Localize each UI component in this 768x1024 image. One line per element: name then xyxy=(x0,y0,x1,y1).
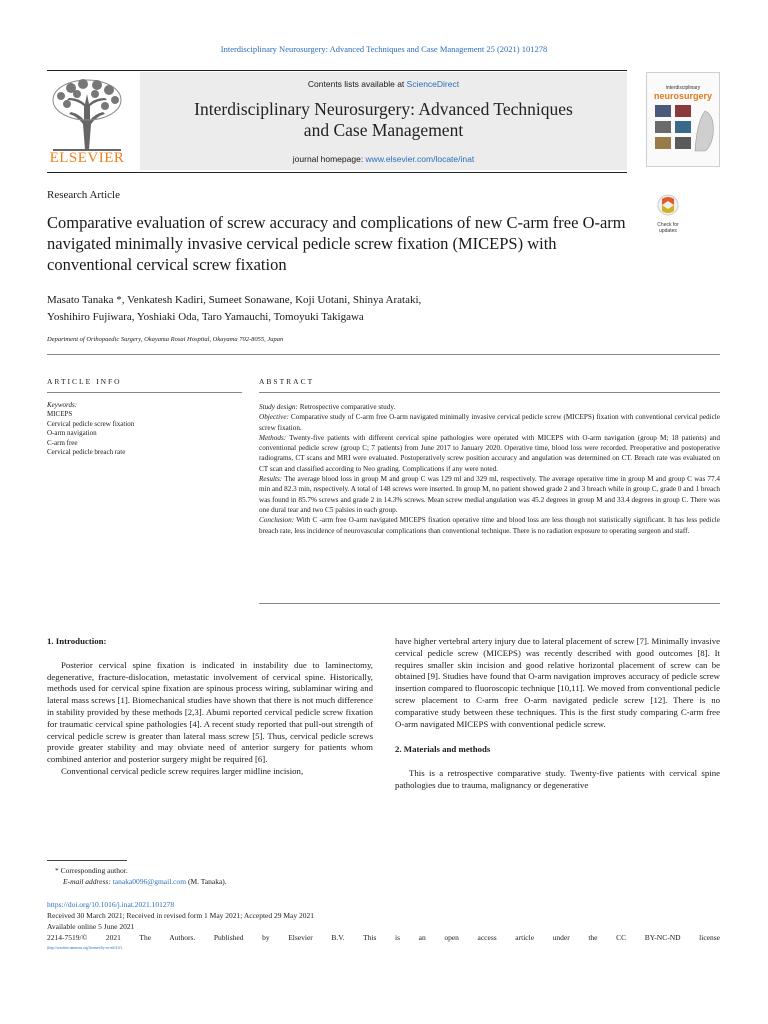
keyword-item: Cervical pedicle screw fixation xyxy=(47,419,135,428)
left-column xyxy=(47,636,373,778)
footnotes xyxy=(47,865,720,887)
license-statement: 2214-7519/© 2021 The Authors. Published by Elsevier B.V. This is an open access article under the CC BY-NC-ND license xyxy=(47,933,720,942)
intro-paragraph-2: Conventional cervical pedicle screw requires larger midline incision, xyxy=(61,765,304,776)
article-history xyxy=(47,899,720,954)
article-info-rule xyxy=(47,392,242,393)
keyword-item: MICEPS xyxy=(47,410,73,419)
cover-journal-line1: interdisciplinary xyxy=(665,85,701,91)
abstract-methods: Methods: Twenty-five patients with different cervical spine pathologies were operated with MICEPS with O-arm navigation (group M; 18 patients) and conventional pedicle screw (group C; 7 patients) from June 2017 to January 2020. Operative time, blood loss were recorded. Preoperative and postoperative radiograms, CT scans and MRI were evaluated. Postoperatively screw position accuracy and angulation was determined on CT. Breach rate was evaluated on CT scan and classified according to Neo grading. Complications if any were noted. xyxy=(259,433,720,473)
intro-paragraph-3: have higher vertebral artery injury due to lateral placement of screw [7]. Minimally invasive cervical pedicle screw (MICEPS) was recently described with good outcomes [8]. It requires smaller skin incision and good relative horizontal placement of screw can be obtained [9]. Studies have found that O-arm navigation improves accuracy of pedicle screw insertion compared to fluoroscopic technique [10,11]. We moved from conventional pedicle screw placement to C-arm free O-arm navigated pedicle screw [12]. There is no comparative study between these techniques. This is the first study comparing C-arm free O-arm navigated MICEPS with conventional pedicle screw. xyxy=(395,636,720,729)
right-column xyxy=(395,636,720,792)
methods-paragraph-1: This is a retrospective comparative study. Twenty-five patients with cervical spine pathologies due to trauma, malignancy or degenerative xyxy=(395,768,720,790)
sciencedirect-link[interactable]: ScienceDirect xyxy=(406,79,460,89)
contents-prefix: Contents lists available at xyxy=(307,79,407,89)
article-info-heading: ARTICLE INFO xyxy=(47,377,122,386)
footnote-rule xyxy=(47,860,127,861)
abstract-objective: Objective: Comparative study of C-arm free O-arm navigated minimally invasive cervical pedicle screw (MICEPS) fixation with conventional cervical pedicle screw fixation. xyxy=(259,413,720,432)
contents-line xyxy=(140,79,627,89)
homepage-link[interactable]: www.elsevier.com/locate/inat xyxy=(365,154,475,164)
article-title: Comparative evaluation of screw accuracy and complications of new C-arm free O-arm navigated minimally invasive cervical pedicle screw fixation (MICEPS) with conventional cervical screw fixation xyxy=(47,213,626,274)
abstract-results: Results: The average blood loss in group M and group C was 129 ml and 329 ml, respectively. The average operative time in group M and group C was 77.4 min and 82.3 min, respectively. A total of 148 screws were inserted. In group M, no patient showed grade 2 and 3 breach while in group C, grade 0 and 1 breach was found in 85.7% screws and grade 2 in 14.3% screws. Mean screw medial angulation was 45.2 degrees in group M and 33.4 degrees in group C. There was one dural tear and two C5 palsies in each group. xyxy=(259,475,720,514)
authors-line2: Yoshihiro Fujiwara, Yoshiaki Oda, Taro Yamauchi, Tomoyuki Takigawa xyxy=(47,311,364,323)
email-suffix: (M. Tanaka). xyxy=(186,877,227,886)
abstract-rule xyxy=(259,392,720,393)
abstract-bottom-rule xyxy=(259,603,720,604)
check-for-updates-badge[interactable] xyxy=(650,193,686,234)
available-online: Available online 5 June 2021 xyxy=(47,922,135,931)
journal-title-line1: Interdisciplinary Neurosurgery: Advanced Techniques xyxy=(194,99,573,119)
journal-title xyxy=(140,99,627,141)
journal-title-line2: and Case Management xyxy=(303,120,464,140)
corresponding-author-note: * Corresponding author. xyxy=(55,866,128,875)
author-list xyxy=(47,292,647,326)
email-label: E-mail address: xyxy=(63,877,113,886)
keyword-item: Cervical pedicle breach rate xyxy=(47,448,126,457)
abstract-conclusion: Conclusion: With C -arm free O-arm navigated MICEPS fixation operative time and blood loss are less though not statistically significant. It has less pedicle breach rate, less incidence of neurovascular complications than conventional technique. There is no radiation exposure to operating surgeon and staff. xyxy=(259,516,720,535)
journal-cover-thumbnail[interactable] xyxy=(646,72,720,167)
abstract-heading: ABSTRACT xyxy=(259,377,315,386)
journal-homepage xyxy=(140,154,627,164)
intro-paragraph-1: Posterior cervical spine fixation is indicated in instability due to laminectomy, degenerative, fracture-dislocation, metastatic involvement of cervical spine. Historically, methods used for cervical spine fixation are spinous process wiring, sublaminar wiring and lateral mass screws [1]. Biomechanical studies have shown that there is not much difference in stability provided by these methods [2,3]. Abumi reported cervical pedicle screw fixation for traumatic cervical spine pathologies [4]. A recent study reported that pull-out strength of cervical pedicle screw is greater than lateral mass screw [5]. Thus, cervical pedicle screws provide greater stability and may obviate need of anterior surgery for patients whom combined anterior and posterior surgery might be required [6]. xyxy=(47,659,373,765)
license-url[interactable]: (http://creativecommons.org/licenses/by-nc-nd/4.0/). xyxy=(47,946,123,950)
homepage-prefix: journal homepage: xyxy=(292,154,366,164)
keyword-item: C-arm free xyxy=(47,438,78,447)
masthead-bottom-rule xyxy=(47,172,627,173)
doi-link[interactable]: https://doi.org/10.1016/j.inat.2021.101278 xyxy=(47,900,175,909)
abstract-body xyxy=(259,402,720,536)
intro-heading: 1. Introduction: xyxy=(47,636,107,646)
keywords-label: Keywords: xyxy=(47,401,78,409)
check-for-updates-icon xyxy=(650,193,686,217)
cover-artwork xyxy=(647,101,719,161)
keywords-block xyxy=(47,401,242,457)
received-dates: Received 30 March 2021; Received in revised form 1 May 2021; Accepted 29 May 2021 xyxy=(47,911,315,920)
email-link[interactable]: tanaka0096@gmail.com xyxy=(112,877,187,886)
cover-journal-line2: neurosurgery xyxy=(653,91,713,101)
abstract-study-design: Study design: Retrospective comparative study. xyxy=(259,403,396,411)
methods-heading: 2. Materials and methods xyxy=(395,744,491,755)
running-header[interactable]: Interdisciplinary Neurosurgery: Advanced Techniques and Case Management 25 (2021) 101278 xyxy=(220,44,548,54)
affiliation-rule xyxy=(47,354,720,355)
email-line xyxy=(47,876,720,887)
article-type: Research Article xyxy=(47,189,120,201)
affiliation: Department of Orthopaedic Surgery, Okayama Rosai Hospital, Okayama 702-8055, Japan xyxy=(47,336,284,343)
masthead-top-rule xyxy=(47,70,627,71)
check-for-updates-label: Check for updates xyxy=(657,222,679,234)
elsevier-wordmark: ELSEVIER xyxy=(49,150,125,166)
elsevier-tree-logo xyxy=(47,76,127,152)
authors-line1: Masato Tanaka *, Venkatesh Kadiri, Sumeet Sonawane, Koji Uotani, Shinya Arataki, xyxy=(47,294,422,306)
keyword-item: O-arm navigation xyxy=(47,429,97,438)
